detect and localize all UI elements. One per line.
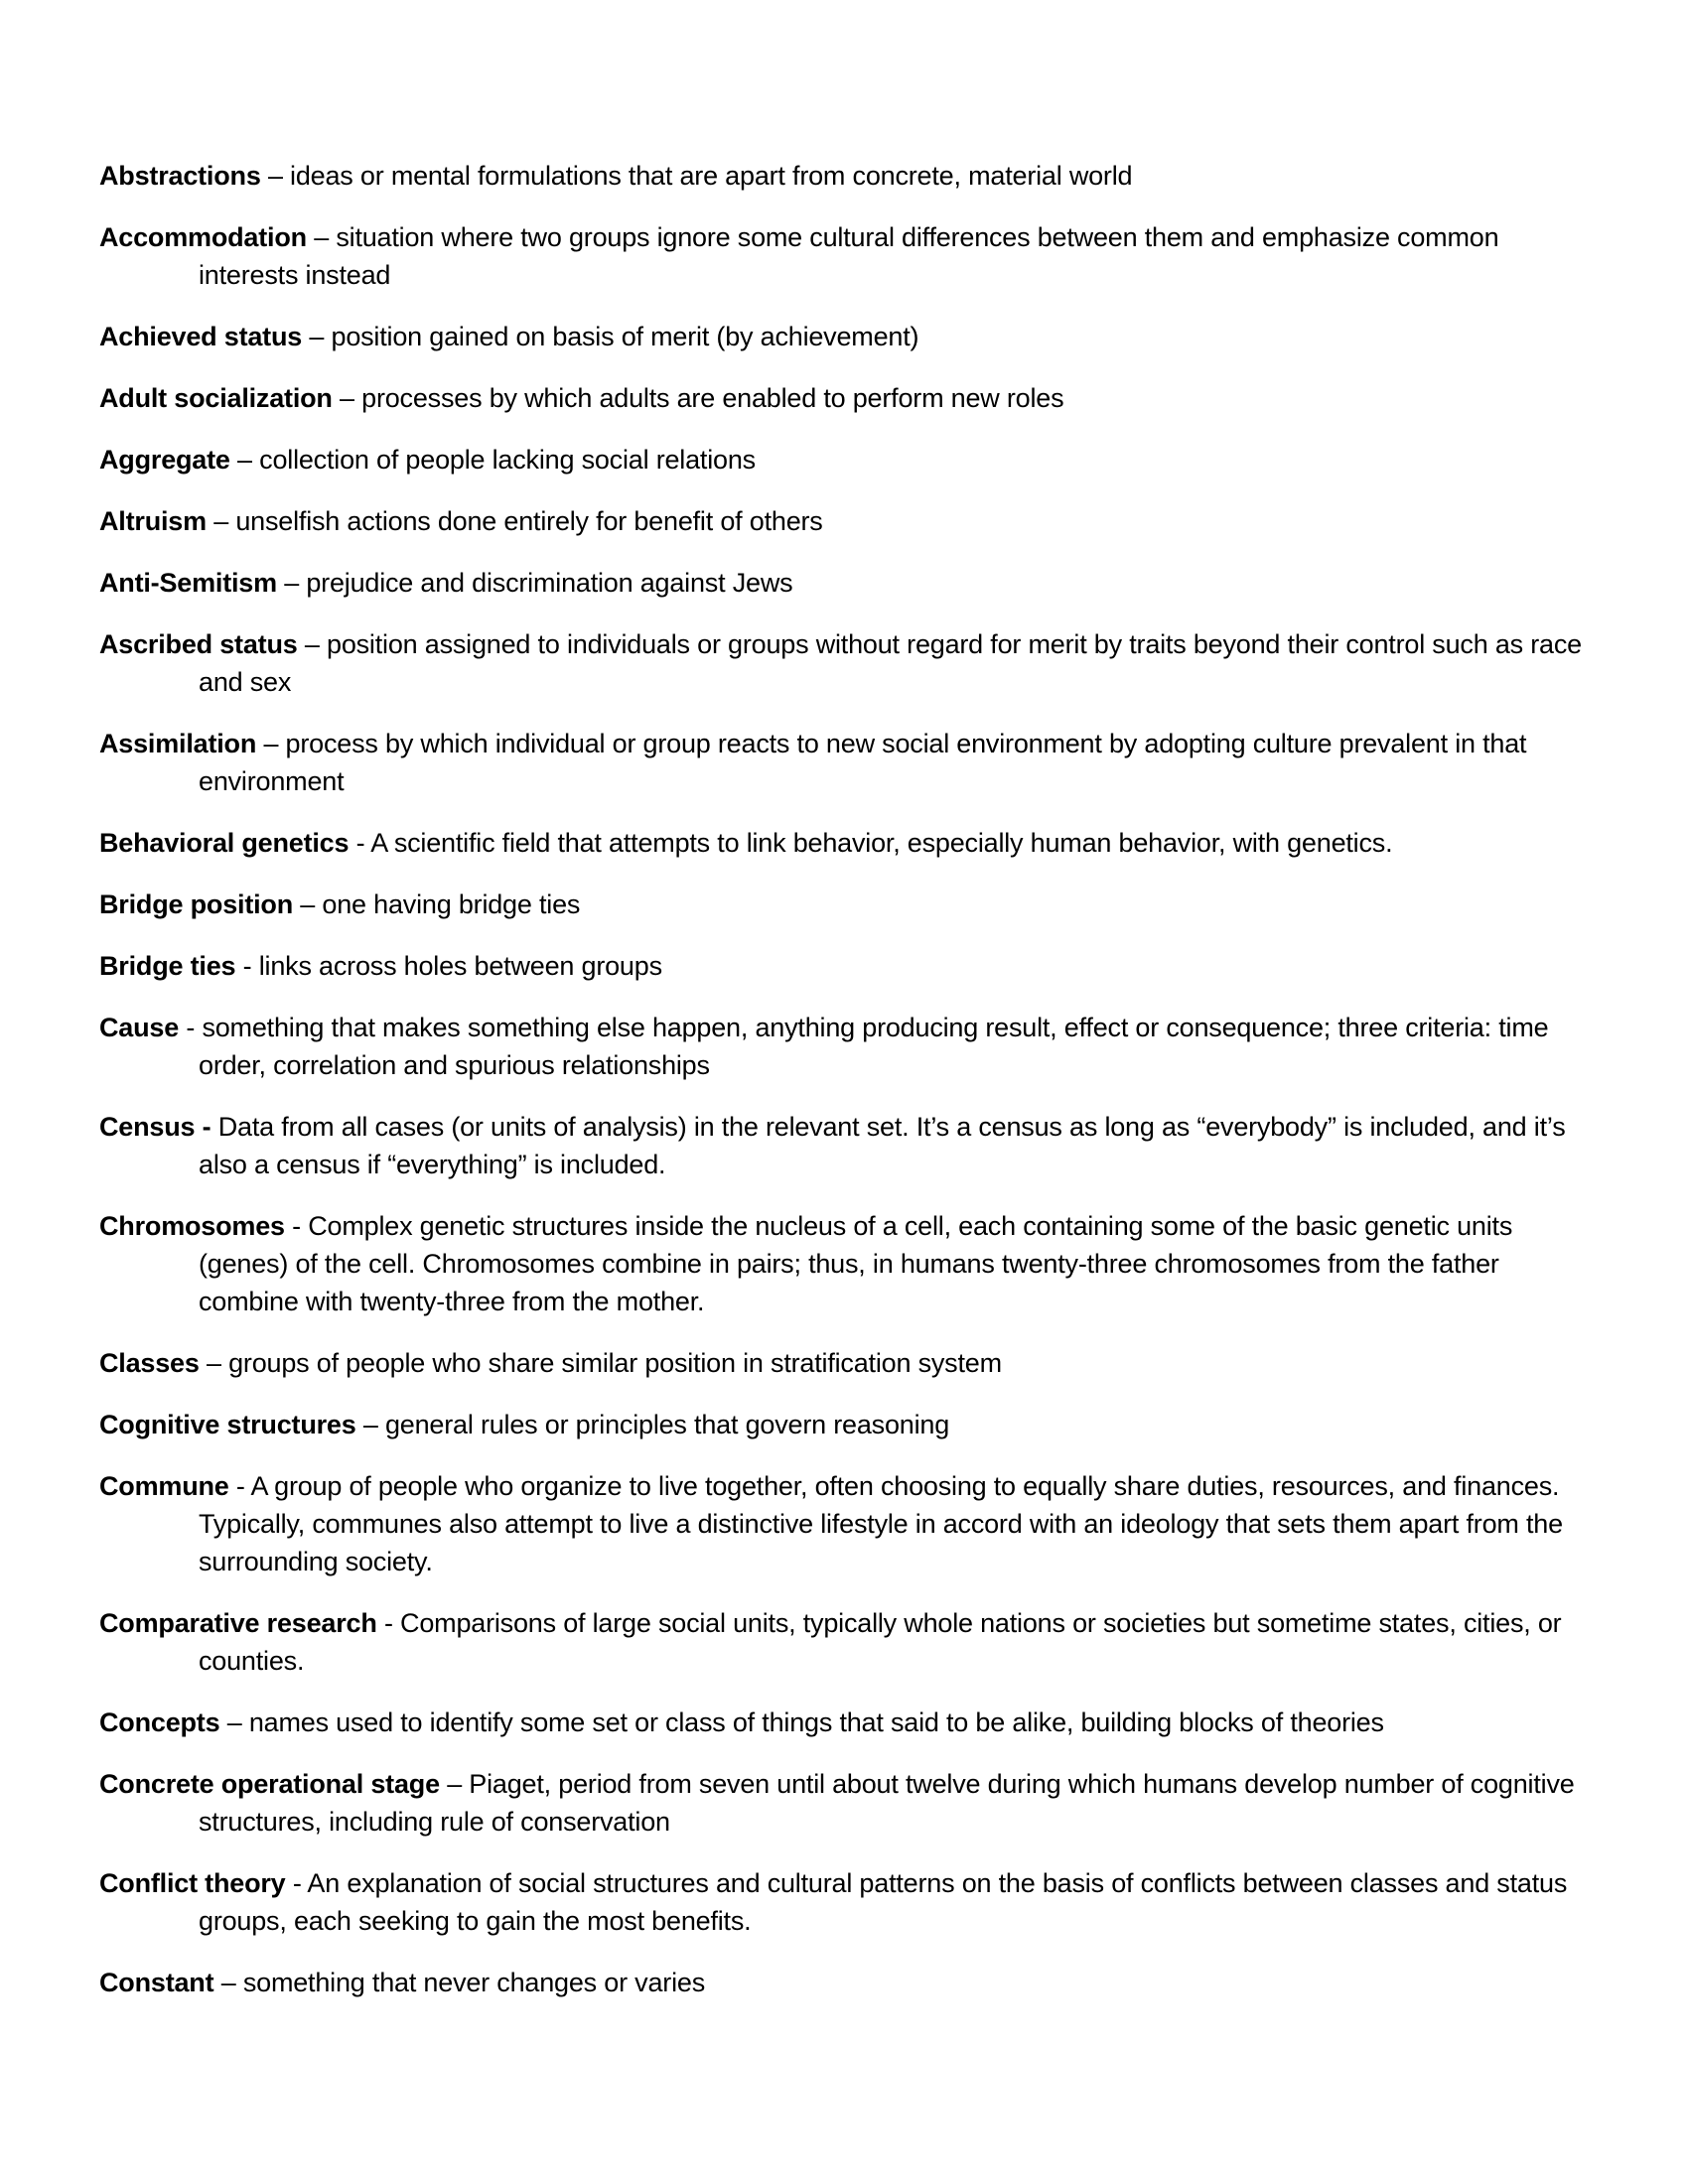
glossary-term: Bridge ties <box>99 951 236 981</box>
glossary-definition: - An explanation of social structures and cultural patterns on the basis of conflicts between classes and status groups, each seeking to gain the most benefits. <box>199 1868 1568 1936</box>
glossary-definition: – position gained on basis of merit (by achievement) <box>302 322 919 351</box>
glossary-term: Commune <box>99 1471 229 1501</box>
glossary-definition: – processes by which adults are enabled to perform new roles <box>332 383 1064 413</box>
glossary-definition: – unselfish actions done entirely for benefit of others <box>206 506 823 536</box>
glossary-definition: – groups of people who share similar position in stratification system <box>199 1348 1002 1378</box>
glossary-entry <box>99 947 1601 985</box>
glossary-definition: - A group of people who organize to live together, often choosing to equally share duties, resources, and finances. Typically, communes also attempt to live a distinctive lifestyle in accord with an ideology that sets them apart from the surrounding society. <box>199 1471 1563 1576</box>
glossary-term: Aggregate <box>99 445 230 475</box>
glossary-entry <box>99 625 1601 701</box>
glossary-definition: - A scientific field that attempts to link behavior, especially human behavior, with genetics. <box>349 828 1393 858</box>
glossary-definition: - Complex genetic structures inside the nucleus of a cell, each containing some of the basic genetic units (genes) of the cell. Chromosomes combine in pairs; thus, in humans twenty-three chromosomes from the father combine with twenty-three from the mother. <box>199 1211 1513 1316</box>
glossary-term: Ascribed status <box>99 629 298 659</box>
glossary-entry <box>99 318 1601 355</box>
glossary-term: Census - <box>99 1112 211 1142</box>
glossary-entry <box>99 1964 1601 2001</box>
glossary-definition: – names used to identify some set or class of things that said to be alike, building blocks of theories <box>219 1707 1384 1737</box>
glossary-entry <box>99 218 1601 294</box>
glossary-entry <box>99 1864 1601 1940</box>
glossary-definition: – Piaget, period from seven until about twelve during which humans develop number of cognitive structures, including rule of conservation <box>199 1769 1575 1837</box>
glossary-term: Anti-Semitism <box>99 568 277 598</box>
glossary-term: Cause <box>99 1013 180 1042</box>
glossary-definition: – position assigned to individuals or groups without regard for merit by traits beyond their control such as race and sex <box>199 629 1582 697</box>
glossary-entry <box>99 1467 1601 1580</box>
glossary-entry <box>99 1765 1601 1841</box>
glossary-term: Behavioral genetics <box>99 828 350 858</box>
glossary-entry <box>99 379 1601 417</box>
glossary-term: Achieved status <box>99 322 303 351</box>
glossary-entry <box>99 824 1601 862</box>
glossary-term: Comparative research <box>99 1608 377 1638</box>
glossary-entry <box>99 564 1601 602</box>
glossary-entry <box>99 1604 1601 1680</box>
glossary-term: Cognitive structures <box>99 1410 356 1439</box>
glossary-entry <box>99 1207 1601 1320</box>
glossary-entry <box>99 1704 1601 1741</box>
glossary-term: Concepts <box>99 1707 220 1737</box>
glossary-entry <box>99 725 1601 800</box>
glossary-definition: – something that never changes or varies <box>213 1968 705 1997</box>
glossary-term: Accommodation <box>99 222 307 252</box>
glossary-term: Abstractions <box>99 161 261 191</box>
glossary-term: Altruism <box>99 506 207 536</box>
glossary-entry <box>99 502 1601 540</box>
glossary-definition: – one having bridge ties <box>293 889 581 919</box>
glossary-list <box>99 157 1601 2001</box>
glossary-term: Adult socialization <box>99 383 333 413</box>
glossary-definition: – situation where two groups ignore some cultural differences between them and emphasize common interests instead <box>199 222 1499 290</box>
glossary-entry <box>99 1344 1601 1382</box>
glossary-entry <box>99 1108 1601 1183</box>
glossary-term: Bridge position <box>99 889 293 919</box>
glossary-definition: Data from all cases (or units of analysis) in the relevant set. It’s a census as long as “everybody” is included, and it’s also a census if “everything” is included. <box>199 1112 1566 1179</box>
glossary-definition: – process by which individual or group reacts to new social environment by adopting culture prevalent in that environment <box>199 729 1527 796</box>
glossary-definition: – prejudice and discrimination against Jews <box>276 568 793 598</box>
glossary-definition: – collection of people lacking social relations <box>229 445 756 475</box>
glossary-definition: - links across holes between groups <box>235 951 662 981</box>
glossary-entry <box>99 1009 1601 1084</box>
glossary-definition: - something that makes something else happen, anything producing result, effect or consequence; three criteria: time order, correlation and spurious relationships <box>179 1013 1549 1080</box>
glossary-term: Conflict theory <box>99 1868 286 1898</box>
glossary-term: Chromosomes <box>99 1211 285 1241</box>
glossary-entry <box>99 157 1601 195</box>
glossary-definition: – ideas or mental formulations that are apart from concrete, material world <box>260 161 1133 191</box>
glossary-term: Assimilation <box>99 729 257 758</box>
glossary-entry <box>99 1406 1601 1443</box>
glossary-entry <box>99 441 1601 478</box>
glossary-term: Constant <box>99 1968 214 1997</box>
glossary-term: Classes <box>99 1348 200 1378</box>
glossary-definition: - Comparisons of large social units, typically whole nations or societies but sometime states, cities, or counties. <box>199 1608 1562 1676</box>
glossary-entry <box>99 886 1601 923</box>
glossary-definition: – general rules or principles that govern reasoning <box>355 1410 950 1439</box>
glossary-term: Concrete operational stage <box>99 1769 440 1799</box>
